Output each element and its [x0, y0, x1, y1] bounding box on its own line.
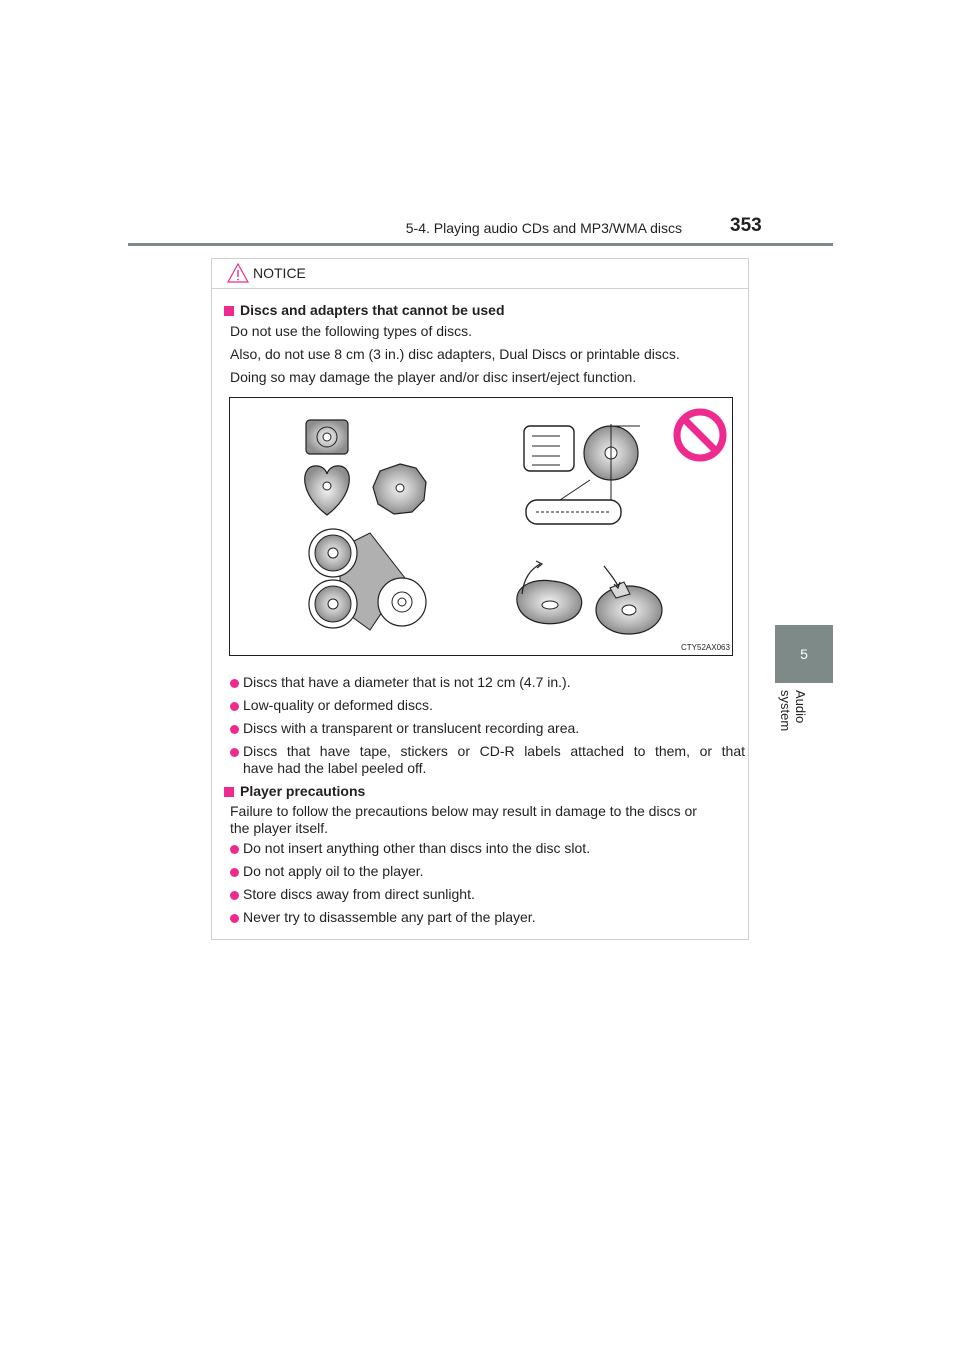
list-item: Do not insert anything other than discs into the disc slot.: [243, 840, 591, 856]
bullet-icon: [230, 891, 239, 900]
transparent-disc-icon: [309, 529, 426, 630]
notice-label: NOTICE: [253, 265, 306, 281]
paragraph: the player itself.: [230, 820, 329, 836]
list-item: Discs that have tape, stickers or CD-R labels attached to them, or that: [243, 743, 745, 759]
deformed-disc-icon: [517, 561, 582, 624]
bullet-icon: [230, 679, 239, 688]
peeled-label-disc-icon: [596, 566, 662, 634]
section-heading: Discs and adapters that cannot be used: [224, 302, 505, 319]
bullet-icon: [230, 725, 239, 734]
bullet-icon: [230, 914, 239, 923]
chapter-label: Audio system: [778, 690, 808, 732]
warning-triangle-icon: [227, 263, 249, 283]
labeled-disc-icon: [524, 424, 640, 524]
section-marker-icon: [224, 787, 234, 797]
notice-header: [212, 259, 748, 289]
list-item: Low-quality or deformed discs.: [243, 697, 433, 713]
section-marker-icon: [224, 306, 234, 316]
section-title: 5-4. Playing audio CDs and MP3/WMA discs: [405, 220, 682, 236]
bullet-icon: [230, 845, 239, 854]
list-item: Store discs away from direct sunlight.: [243, 886, 475, 902]
list-item: Do not apply oil to the player.: [243, 863, 424, 879]
bullet-icon: [230, 868, 239, 877]
figure-code: CTY52AX063: [681, 643, 730, 652]
paragraph: Failure to follow the precautions below may result in damage to the discs or: [230, 803, 697, 819]
list-item-continuation: have had the label peeled off.: [243, 760, 427, 776]
header-rule: [128, 243, 833, 246]
section-heading: Player precautions: [224, 783, 365, 800]
notice-box: [211, 258, 749, 940]
bullet-icon: [230, 702, 239, 711]
page-number: 353: [730, 215, 762, 236]
heart-disc-icon: [305, 466, 350, 515]
paragraph: Doing so may damage the player and/or disc insert/eject function.: [230, 369, 637, 385]
list-item: Discs that have a diameter that is not 12 cm (4.7 in.).: [243, 674, 571, 690]
list-item: Discs with a transparent or translucent recording area.: [243, 720, 580, 736]
chapter-tab: 5: [775, 625, 833, 683]
prohibited-icon: [677, 412, 723, 458]
list-item: Never try to disassemble any part of the player.: [243, 909, 536, 925]
paragraph: Do not use the following types of discs.: [230, 323, 473, 339]
square-disc-icon: [306, 420, 348, 454]
paragraph: Also, do not use 8 cm (3 in.) disc adapters, Dual Discs or printable discs.: [230, 346, 680, 362]
bullet-icon: [230, 748, 239, 757]
octagon-disc-icon: [373, 464, 426, 514]
disc-illustration: [229, 397, 733, 656]
